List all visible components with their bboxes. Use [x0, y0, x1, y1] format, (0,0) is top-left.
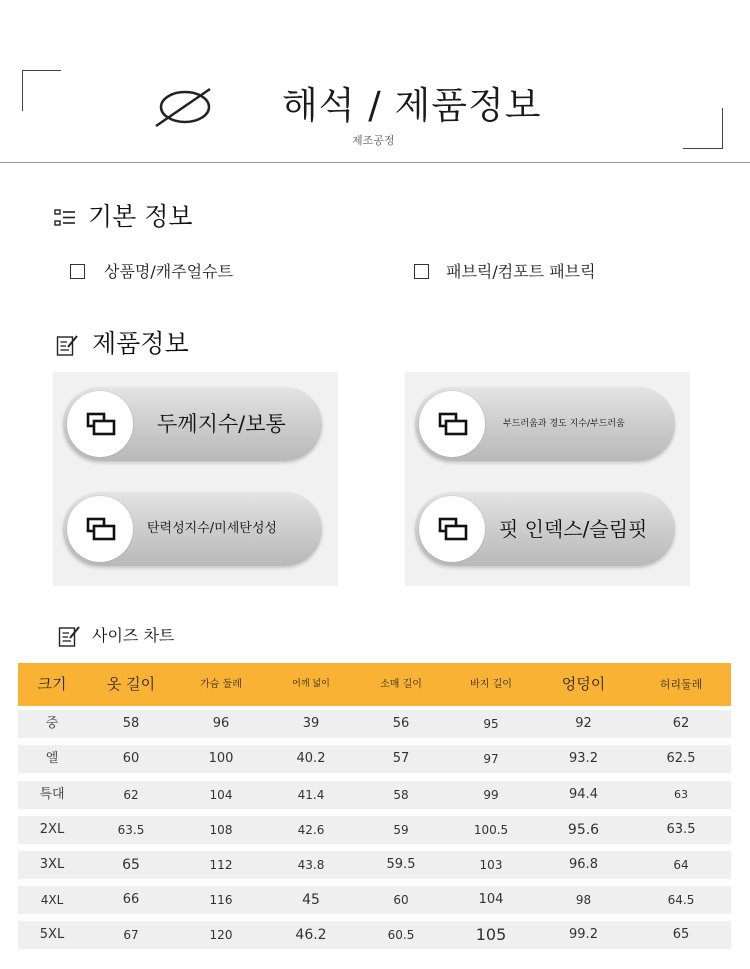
- table-row: [18, 886, 731, 914]
- edit-note-icon: [56, 334, 78, 356]
- value-cell: 116: [209, 893, 233, 907]
- feature-label: 핏 인덱스/슬림핏: [499, 517, 648, 541]
- value-cell: 57: [392, 751, 410, 766]
- table-row: [18, 781, 731, 809]
- value-cell: 60.5: [387, 928, 415, 942]
- feature-icon-badge: [67, 391, 133, 457]
- column-header: 어깨 넓이: [292, 679, 330, 689]
- value-cell: 99: [483, 788, 499, 802]
- column-header: 허리둘레: [659, 678, 703, 691]
- layers-icon: [86, 517, 116, 541]
- value-cell: 105: [475, 925, 507, 944]
- corner-frame-bottom-right: [683, 108, 723, 149]
- value-cell: 65: [122, 857, 140, 873]
- layers-icon: [438, 517, 468, 541]
- value-cell: 63.5: [117, 823, 145, 837]
- corner-frame-top-left: [22, 70, 61, 111]
- checkbox-product-name[interactable]: [70, 264, 85, 279]
- value-cell: 104: [209, 788, 233, 802]
- value-cell: 40.2: [296, 751, 326, 766]
- brand-logo-icon: [152, 86, 214, 128]
- value-cell: 100: [208, 751, 234, 766]
- value-cell: 63: [674, 788, 688, 801]
- value-cell: 100.5: [473, 823, 509, 837]
- value-cell: 42.6: [297, 823, 325, 837]
- basic-info-title: 기본 정보: [88, 202, 193, 231]
- table-row: [18, 745, 731, 773]
- value-cell: 58: [393, 788, 409, 802]
- size-cell: 5XL: [39, 927, 65, 942]
- value-cell: 62: [672, 716, 690, 731]
- value-cell: 64.5: [667, 893, 695, 907]
- value-cell: 93.2: [569, 751, 598, 766]
- size-cell: 특대: [39, 787, 65, 802]
- layers-icon: [86, 412, 116, 436]
- value-cell: 94.4: [569, 787, 598, 802]
- value-cell: 97: [483, 752, 499, 766]
- feature-softness: [415, 387, 675, 461]
- column-header: 소매 길이: [380, 679, 422, 690]
- size-chart-title: 사이즈 차트: [92, 626, 175, 645]
- size-cell: 3XL: [39, 857, 65, 872]
- value-cell: 108: [209, 823, 233, 837]
- product-info-title: 제품정보: [92, 329, 189, 358]
- list-icon: [54, 207, 76, 229]
- value-cell: 95: [483, 717, 499, 731]
- value-cell: 60: [393, 893, 409, 907]
- column-header: 엉덩이: [561, 675, 606, 693]
- column-header: 가슴 둘레: [200, 679, 242, 690]
- size-cell: 2XL: [39, 822, 65, 837]
- feature-label: 탄력성지수/미세탄성성: [147, 521, 277, 536]
- feature-label: 두께지수/보통: [157, 412, 286, 436]
- feature-elasticity: [63, 492, 322, 566]
- value-cell: 112: [209, 858, 233, 872]
- size-cell: 중: [45, 716, 59, 731]
- table-row: [18, 816, 731, 844]
- value-cell: 64: [673, 858, 689, 872]
- value-cell: 62.5: [666, 751, 696, 766]
- edit-note-icon: [58, 625, 80, 647]
- table-row: [18, 851, 731, 879]
- column-header: 옷 길이: [106, 675, 156, 693]
- value-cell: 45: [302, 892, 320, 908]
- table-row: [18, 710, 731, 738]
- column-header: 바지 길이: [470, 679, 512, 690]
- feature-fit: [415, 492, 675, 566]
- page-title: 해석 / 제품정보: [282, 84, 542, 127]
- value-cell: 63.5: [666, 822, 696, 837]
- table-row: [18, 921, 731, 949]
- value-cell: 43.8: [297, 858, 325, 872]
- value-cell: 96: [212, 716, 230, 731]
- value-cell: 120: [209, 928, 233, 942]
- value-cell: 59.5: [386, 857, 416, 872]
- size-cell: 엘: [45, 751, 59, 766]
- checkbox-fabric[interactable]: [414, 264, 429, 279]
- value-cell: 95.6: [567, 822, 600, 838]
- size-cell: 4XL: [40, 893, 64, 907]
- feature-icon-badge: [419, 496, 485, 562]
- feature-label: 부드러움과 경도 지수/부드러움: [503, 419, 625, 429]
- value-cell: 65: [672, 927, 690, 942]
- value-cell: 67: [123, 928, 139, 942]
- value-cell: 56: [392, 716, 410, 731]
- value-cell: 41.4: [297, 788, 325, 802]
- value-cell: 58: [122, 716, 140, 731]
- column-header: 크기: [37, 675, 67, 693]
- feature-thickness: [63, 387, 322, 461]
- header-divider: [0, 162, 750, 163]
- value-cell: 66: [122, 892, 140, 907]
- value-cell: 98: [575, 893, 592, 907]
- page-subtitle: 제조공정: [352, 134, 395, 147]
- value-cell: 60: [122, 751, 140, 766]
- value-cell: 62: [123, 788, 139, 802]
- product-name-label: 상품명/캐주얼슈트: [104, 262, 234, 281]
- value-cell: 92: [575, 716, 592, 731]
- size-table-header: [18, 663, 731, 706]
- fabric-label: 패브릭/컴포트 패브릭: [446, 262, 596, 281]
- value-cell: 46.2: [295, 927, 327, 943]
- feature-icon-badge: [419, 391, 485, 457]
- value-cell: 39: [302, 716, 320, 731]
- value-cell: 104: [478, 892, 504, 907]
- feature-icon-badge: [67, 496, 133, 562]
- layers-icon: [438, 412, 468, 436]
- value-cell: 59: [393, 823, 409, 837]
- value-cell: 96.8: [569, 857, 598, 872]
- value-cell: 99.2: [569, 927, 598, 942]
- value-cell: 103: [479, 858, 503, 872]
